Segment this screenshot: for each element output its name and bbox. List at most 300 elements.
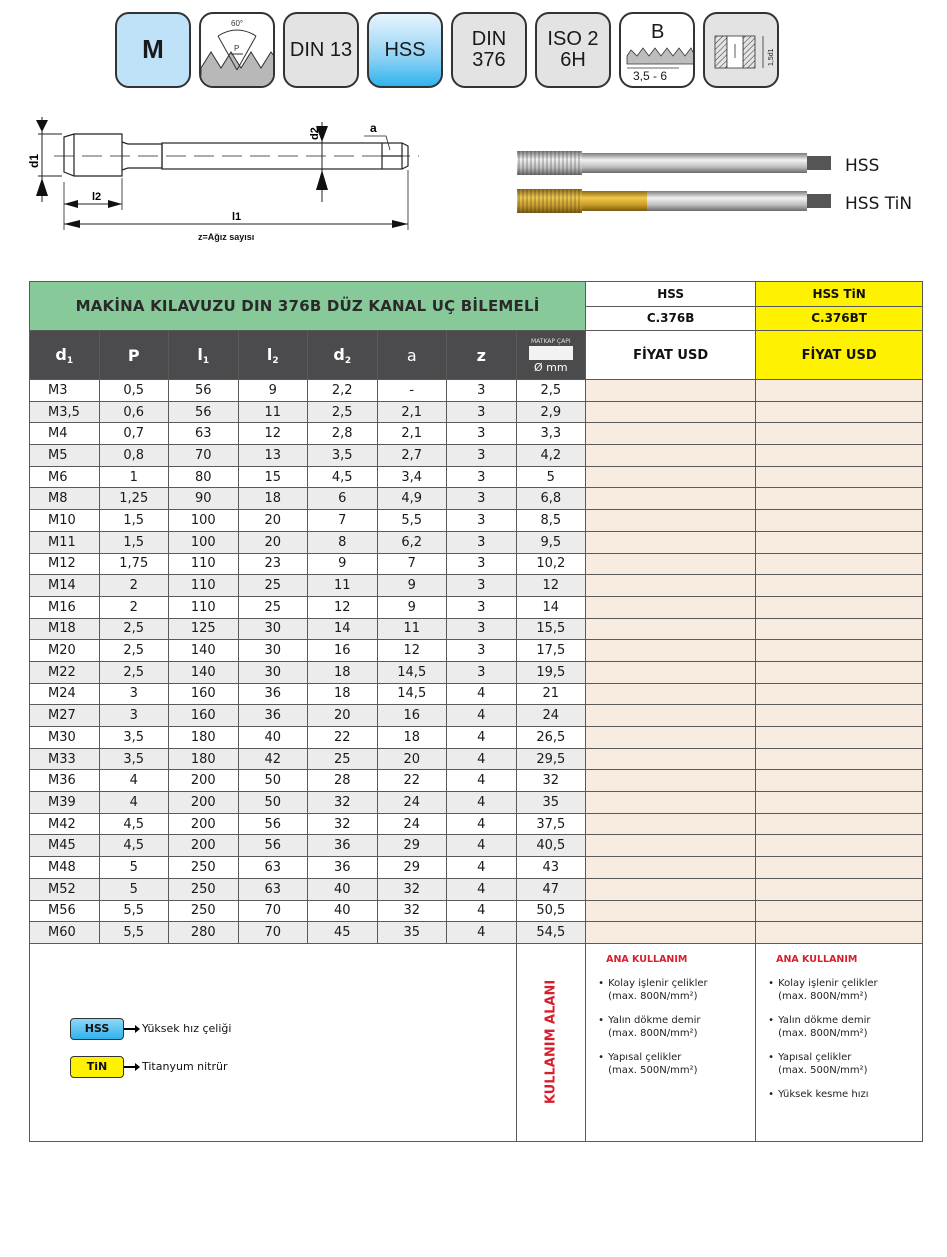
cell-z: 3 — [447, 596, 517, 618]
cell-l1: 140 — [169, 640, 239, 662]
cell-size: M42 — [30, 813, 100, 835]
cell-price-hss — [586, 813, 756, 835]
cell-l1: 200 — [169, 770, 239, 792]
cell-pitch: 2,5 — [99, 618, 169, 640]
cell-a: 6,2 — [377, 531, 447, 553]
cell-price-hss — [586, 640, 756, 662]
cell-a: 35 — [377, 922, 447, 944]
cell-drill-diameter: 21 — [516, 683, 586, 705]
cell-pitch: 2 — [99, 596, 169, 618]
cell-z: 4 — [447, 748, 517, 770]
cell-pitch: 2,5 — [99, 640, 169, 662]
cell-l1: 110 — [169, 596, 239, 618]
cell-drill-diameter: 17,5 — [516, 640, 586, 662]
cell-drill-diameter: 50,5 — [516, 900, 586, 922]
cell-price-hss — [586, 423, 756, 445]
cell-pitch: 2 — [99, 575, 169, 597]
cell-a: 5,5 — [377, 510, 447, 532]
cell-d2: 2,2 — [308, 380, 378, 402]
cell-price-hss-tin — [756, 683, 923, 705]
usage-tin-list — [768, 977, 910, 1102]
cell-drill-diameter: 8,5 — [516, 510, 586, 532]
cell-d2: 7 — [308, 510, 378, 532]
column-header-z: z — [447, 331, 517, 380]
table-row — [30, 878, 923, 900]
cell-price-hss-tin — [756, 575, 923, 597]
cell-pitch: 1,5 — [99, 531, 169, 553]
cell-size: M22 — [30, 661, 100, 683]
cell-price-hss-tin — [756, 466, 923, 488]
cell-z: 4 — [447, 683, 517, 705]
cell-size: M6 — [30, 466, 100, 488]
cell-price-hss-tin — [756, 510, 923, 532]
cell-drill-diameter: 14 — [516, 596, 586, 618]
cell-a: 12 — [377, 640, 447, 662]
cell-drill-diameter: 47 — [516, 878, 586, 900]
cell-pitch: 3,5 — [99, 727, 169, 749]
tolerance-icon: ISO 2 6H — [535, 12, 611, 88]
table-title: MAKİNA KILAVUZU DIN 376B DÜZ KANAL UÇ BİLEMELİ — [30, 282, 586, 331]
cell-drill-diameter: 12 — [516, 575, 586, 597]
cell-price-hss-tin — [756, 488, 923, 510]
d2-label: d2 — [309, 127, 321, 140]
cell-l1: 125 — [169, 618, 239, 640]
cell-z: 4 — [447, 900, 517, 922]
table-row — [30, 857, 923, 879]
table-row — [30, 640, 923, 662]
table-row — [30, 553, 923, 575]
cell-l2: 50 — [238, 770, 308, 792]
cell-l1: 56 — [169, 380, 239, 402]
price-header-hss-tin: FİYAT USD — [756, 331, 923, 380]
cell-size: M3,5 — [30, 401, 100, 423]
cell-price-hss — [586, 531, 756, 553]
cell-a: 14,5 — [377, 683, 447, 705]
usage-item: • Kolay işlenir çelikler (max. 800N/mm²) — [768, 977, 910, 1004]
legend-cell — [30, 943, 517, 1141]
cell-d2: 22 — [308, 727, 378, 749]
cell-pitch: 4,5 — [99, 835, 169, 857]
cell-l2: 11 — [238, 401, 308, 423]
cell-l1: 160 — [169, 705, 239, 727]
cell-d2: 25 — [308, 748, 378, 770]
cell-l2: 70 — [238, 922, 308, 944]
cell-drill-diameter: 4,2 — [516, 445, 586, 467]
cell-pitch: 5 — [99, 878, 169, 900]
hss-code: C.376B — [586, 306, 756, 331]
cell-pitch: 1 — [99, 466, 169, 488]
l2-label: l2 — [92, 191, 102, 203]
cell-a: 20 — [377, 748, 447, 770]
cell-price-hss — [586, 900, 756, 922]
cell-drill-diameter: 37,5 — [516, 813, 586, 835]
cell-size: M60 — [30, 922, 100, 944]
cell-price-hss — [586, 661, 756, 683]
cell-a: 16 — [377, 705, 447, 727]
cell-l2: 30 — [238, 618, 308, 640]
cell-l2: 30 — [238, 640, 308, 662]
cell-pitch: 5 — [99, 857, 169, 879]
cell-drill-diameter: 54,5 — [516, 922, 586, 944]
column-header-row — [30, 331, 923, 380]
cell-price-hss — [586, 835, 756, 857]
cell-pitch: 1,25 — [99, 488, 169, 510]
price-header-hss: FİYAT USD — [586, 331, 756, 380]
cell-z: 3 — [447, 661, 517, 683]
cell-size: M56 — [30, 900, 100, 922]
cell-drill-diameter: 6,8 — [516, 488, 586, 510]
cell-d2: 12 — [308, 596, 378, 618]
hss-header: HSS — [586, 282, 756, 307]
column-header-a: a — [377, 331, 447, 380]
cell-z: 3 — [447, 575, 517, 597]
cell-l2: 63 — [238, 878, 308, 900]
standard-din13-icon: DIN 13 — [283, 12, 359, 88]
table-row — [30, 770, 923, 792]
column-header-drill-diameter: MATKAP ÇAPI Ø mm — [516, 331, 586, 380]
cell-pitch: 1,5 — [99, 510, 169, 532]
cell-z: 3 — [447, 510, 517, 532]
arrow-right-icon — [124, 1028, 136, 1030]
usage-item: • Yüksek kesme hızı — [768, 1088, 910, 1102]
cell-price-hss-tin — [756, 553, 923, 575]
cell-d2: 2,8 — [308, 423, 378, 445]
cell-a: 29 — [377, 857, 447, 879]
cell-d2: 20 — [308, 705, 378, 727]
cell-d2: 9 — [308, 553, 378, 575]
cell-d2: 4,5 — [308, 466, 378, 488]
cell-d2: 40 — [308, 900, 378, 922]
cell-l2: 23 — [238, 553, 308, 575]
cell-d2: 16 — [308, 640, 378, 662]
cell-a: 7 — [377, 553, 447, 575]
table-row — [30, 466, 923, 488]
cell-l2: 20 — [238, 531, 308, 553]
legend-item-tin: TiN Titanyum nitrür — [70, 1056, 231, 1078]
cell-d2: 40 — [308, 878, 378, 900]
cell-a: 24 — [377, 792, 447, 814]
cell-size: M30 — [30, 727, 100, 749]
cell-a: 4,9 — [377, 488, 447, 510]
table-row — [30, 792, 923, 814]
cell-l1: 70 — [169, 445, 239, 467]
cell-price-hss — [586, 445, 756, 467]
cell-price-hss-tin — [756, 640, 923, 662]
photo-label-hss-tin: HSS TiN — [845, 194, 913, 214]
cell-z: 3 — [447, 640, 517, 662]
cell-pitch: 0,5 — [99, 380, 169, 402]
cell-pitch: 0,7 — [99, 423, 169, 445]
cell-pitch: 0,6 — [99, 401, 169, 423]
cell-size: M33 — [30, 748, 100, 770]
cell-size: M16 — [30, 596, 100, 618]
table-row — [30, 445, 923, 467]
cell-z: 4 — [447, 770, 517, 792]
cell-l2: 12 — [238, 423, 308, 445]
cell-z: 4 — [447, 878, 517, 900]
chamfer-range-label: 3,5 - 6 — [633, 69, 668, 83]
standard-din376-icon: DIN 376 — [451, 12, 527, 88]
through-hole-graphic — [705, 14, 779, 88]
cell-l2: 15 — [238, 466, 308, 488]
cell-price-hss — [586, 510, 756, 532]
hss-badge: HSS — [70, 1018, 124, 1040]
material-hss-icon: HSS — [367, 12, 443, 88]
cell-d2: 36 — [308, 835, 378, 857]
cell-price-hss — [586, 401, 756, 423]
tap-technical-drawing — [24, 112, 424, 252]
metric-thread-icon: M — [115, 12, 191, 88]
table-row — [30, 618, 923, 640]
cell-price-hss — [586, 878, 756, 900]
cell-l1: 180 — [169, 727, 239, 749]
cell-l2: 20 — [238, 510, 308, 532]
cell-price-hss — [586, 922, 756, 944]
cell-pitch: 0,8 — [99, 445, 169, 467]
cell-d2: 6 — [308, 488, 378, 510]
chamfer-form-label: B — [651, 21, 665, 43]
usage-item: • Yapısal çelikler (max. 500N/mm²) — [598, 1051, 743, 1078]
cell-drill-diameter: 32 — [516, 770, 586, 792]
tap-spec-table — [29, 281, 923, 1142]
thread-profile-icon — [199, 12, 275, 88]
cell-price-hss-tin — [756, 792, 923, 814]
column-header-l1: $l_1$ — [169, 331, 239, 380]
cell-l1: 90 — [169, 488, 239, 510]
cell-size: M24 — [30, 683, 100, 705]
hss-tin-code: C.376BT — [756, 306, 923, 331]
cell-l1: 200 — [169, 792, 239, 814]
cell-z: 4 — [447, 922, 517, 944]
cell-price-hss — [586, 727, 756, 749]
cell-l1: 200 — [169, 813, 239, 835]
cell-d2: 18 — [308, 683, 378, 705]
cell-drill-diameter: 26,5 — [516, 727, 586, 749]
cell-l1: 180 — [169, 748, 239, 770]
cell-price-hss — [586, 683, 756, 705]
thread-angle-label: 60° — [231, 19, 244, 28]
table-row — [30, 401, 923, 423]
cell-pitch: 4 — [99, 770, 169, 792]
cell-drill-diameter: 29,5 — [516, 748, 586, 770]
cell-z: 3 — [447, 531, 517, 553]
usage-item: • Yapısal çelikler (max. 500N/mm²) — [768, 1051, 910, 1078]
cell-l2: 42 — [238, 748, 308, 770]
cell-price-hss-tin — [756, 835, 923, 857]
cell-price-hss-tin — [756, 705, 923, 727]
table-row — [30, 661, 923, 683]
column-header-d2: $d_2$ — [308, 331, 378, 380]
cell-d2: 8 — [308, 531, 378, 553]
cell-price-hss — [586, 380, 756, 402]
cell-price-hss-tin — [756, 878, 923, 900]
cell-a: 9 — [377, 575, 447, 597]
cell-size: M3 — [30, 380, 100, 402]
cell-price-hss — [586, 596, 756, 618]
usage-item: • Kolay işlenir çelikler (max. 800N/mm²) — [598, 977, 743, 1004]
cell-a: 11 — [377, 618, 447, 640]
cell-pitch: 3,5 — [99, 748, 169, 770]
legend-item-hss: HSS Yüksek hız çeliği — [70, 1018, 231, 1040]
cell-d2: 11 — [308, 575, 378, 597]
cell-price-hss-tin — [756, 922, 923, 944]
cell-pitch: 3 — [99, 683, 169, 705]
cell-a: 22 — [377, 770, 447, 792]
cell-a: 18 — [377, 727, 447, 749]
cell-d2: 3,5 — [308, 445, 378, 467]
cell-price-hss-tin — [756, 661, 923, 683]
cell-size: M4 — [30, 423, 100, 445]
table-row — [30, 510, 923, 532]
cell-pitch: 4,5 — [99, 813, 169, 835]
cell-price-hss — [586, 770, 756, 792]
cell-l1: 110 — [169, 553, 239, 575]
cell-price-hss — [586, 705, 756, 727]
cell-a: 2,1 — [377, 423, 447, 445]
cell-drill-diameter: 35 — [516, 792, 586, 814]
l1-label: l1 — [232, 211, 242, 223]
usage-item: • Yalın dökme demir (max. 800N/mm²) — [768, 1014, 910, 1041]
cell-l2: 56 — [238, 813, 308, 835]
cell-d2: 28 — [308, 770, 378, 792]
cell-price-hss-tin — [756, 727, 923, 749]
cell-price-hss-tin — [756, 445, 923, 467]
table-row — [30, 727, 923, 749]
cell-pitch: 3 — [99, 705, 169, 727]
table-row — [30, 835, 923, 857]
cell-a: - — [377, 380, 447, 402]
column-header-p: P — [99, 331, 169, 380]
cell-size: M52 — [30, 878, 100, 900]
usage-hss-tin: ANA KULLANIM • Kolay işlenir çelikler (max. 800N/mm²) • Yalın dökme demir (max. 800N/mm²) • Yapısal çelikler (max. 500N/mm²) • Yüksek kesme hızı — [756, 943, 923, 1141]
cell-z: 4 — [447, 727, 517, 749]
table-row — [30, 575, 923, 597]
table-row — [30, 748, 923, 770]
cell-l2: 56 — [238, 835, 308, 857]
cell-size: M39 — [30, 792, 100, 814]
cell-a: 29 — [377, 835, 447, 857]
usage-area-label: KULLANIM ALANI — [516, 943, 586, 1141]
cell-l2: 25 — [238, 596, 308, 618]
cell-size: M12 — [30, 553, 100, 575]
cell-drill-diameter: 3,3 — [516, 423, 586, 445]
d1-label: d1 — [27, 153, 41, 168]
cell-size: M20 — [30, 640, 100, 662]
cell-size: M11 — [30, 531, 100, 553]
cell-price-hss — [586, 748, 756, 770]
usage-hss-list — [598, 977, 743, 1078]
cell-l1: 200 — [169, 835, 239, 857]
cell-z: 4 — [447, 835, 517, 857]
cell-d2: 2,5 — [308, 401, 378, 423]
cell-l2: 50 — [238, 792, 308, 814]
cell-z: 4 — [447, 792, 517, 814]
cell-l2: 9 — [238, 380, 308, 402]
cell-drill-diameter: 10,2 — [516, 553, 586, 575]
usage-hss: ANA KULLANIM • Kolay işlenir çelikler (max. 800N/mm²) • Yalın dökme demir (max. 800N/mm²) • Yapısal çelikler (max. 500N/mm²) — [586, 943, 756, 1141]
thread-pitch-label: P — [234, 44, 240, 53]
cell-price-hss-tin — [756, 531, 923, 553]
cell-l1: 250 — [169, 857, 239, 879]
cell-size: M18 — [30, 618, 100, 640]
hole-depth-label: 1,5d1 — [768, 48, 775, 66]
cell-size: M8 — [30, 488, 100, 510]
cell-price-hss — [586, 553, 756, 575]
cell-size: M36 — [30, 770, 100, 792]
cell-price-hss — [586, 857, 756, 879]
cell-z: 3 — [447, 618, 517, 640]
table-row — [30, 683, 923, 705]
cell-z: 4 — [447, 705, 517, 727]
drawing-caption: z=Ağız sayısı — [198, 232, 255, 242]
cell-l1: 250 — [169, 878, 239, 900]
cell-a: 24 — [377, 813, 447, 835]
cell-drill-diameter: 19,5 — [516, 661, 586, 683]
cell-drill-diameter: 43 — [516, 857, 586, 879]
chamfer-form-b-icon — [619, 12, 695, 88]
drill-icon — [529, 346, 573, 360]
cell-drill-diameter: 40,5 — [516, 835, 586, 857]
table-row — [30, 900, 923, 922]
cell-price-hss-tin — [756, 596, 923, 618]
cell-drill-diameter: 9,5 — [516, 531, 586, 553]
tap-photo-hss-tin — [517, 188, 834, 214]
cell-z: 3 — [447, 445, 517, 467]
cell-a: 2,1 — [377, 401, 447, 423]
table-row — [30, 813, 923, 835]
cell-pitch: 5,5 — [99, 900, 169, 922]
a-label: a — [370, 121, 377, 135]
cell-size: M45 — [30, 835, 100, 857]
thread-profile-graphic — [201, 14, 275, 88]
table-row — [30, 922, 923, 944]
cell-l2: 18 — [238, 488, 308, 510]
cell-d2: 32 — [308, 813, 378, 835]
cell-drill-diameter: 24 — [516, 705, 586, 727]
cell-drill-diameter: 2,9 — [516, 401, 586, 423]
cell-l2: 30 — [238, 661, 308, 683]
cell-l2: 70 — [238, 900, 308, 922]
usage-item: • Yalın dökme demir (max. 800N/mm²) — [598, 1014, 743, 1041]
table-row — [30, 488, 923, 510]
cell-size: M5 — [30, 445, 100, 467]
column-header-d1: $d_1$ — [30, 331, 100, 380]
table-row — [30, 531, 923, 553]
cell-d2: 45 — [308, 922, 378, 944]
cell-price-hss — [586, 792, 756, 814]
cell-price-hss-tin — [756, 618, 923, 640]
cell-drill-diameter: 5 — [516, 466, 586, 488]
table-row — [30, 423, 923, 445]
cell-drill-diameter: 15,5 — [516, 618, 586, 640]
cell-price-hss — [586, 618, 756, 640]
cell-z: 3 — [447, 380, 517, 402]
cell-a: 2,7 — [377, 445, 447, 467]
cell-z: 3 — [447, 401, 517, 423]
cell-a: 14,5 — [377, 661, 447, 683]
cell-z: 3 — [447, 488, 517, 510]
cell-price-hss-tin — [756, 401, 923, 423]
cell-l1: 160 — [169, 683, 239, 705]
cell-price-hss — [586, 488, 756, 510]
cell-l1: 250 — [169, 900, 239, 922]
cell-z: 3 — [447, 466, 517, 488]
column-header-l2: $l_2$ — [238, 331, 308, 380]
cell-price-hss-tin — [756, 423, 923, 445]
arrow-right-icon — [124, 1066, 136, 1068]
through-hole-icon — [703, 12, 779, 88]
tap-photo-hss — [517, 150, 834, 176]
